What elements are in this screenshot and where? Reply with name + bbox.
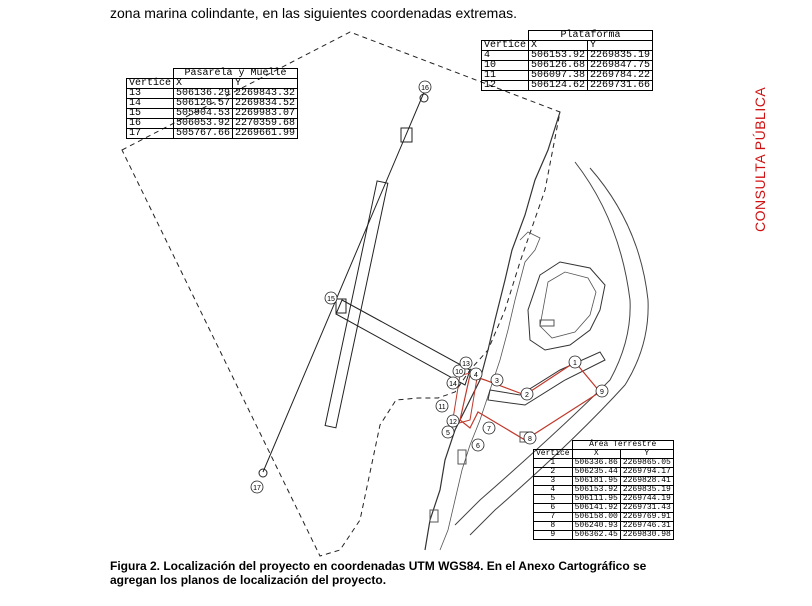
vertex-label: 15 [327, 296, 335, 303]
vertex-label: 9 [600, 389, 604, 396]
table-title: Pasarela y Muelle [174, 69, 298, 79]
port-basin [528, 262, 605, 350]
vertex-cell: 15 [127, 109, 174, 119]
port-basin-inner [540, 272, 596, 338]
pier-end-bottom [259, 469, 267, 477]
x-cell: 506158.00 [572, 513, 620, 522]
x-cell: 506240.93 [572, 522, 620, 531]
vertex-cell: 8 [534, 522, 573, 531]
vertex-label: 10 [455, 369, 463, 376]
vertex-cell: 4 [482, 51, 529, 61]
x-cell: 505904.53 [174, 109, 233, 119]
vertex-cell: 9 [534, 531, 573, 540]
figure-caption [110, 559, 710, 587]
vertex-cell: 12 [482, 81, 529, 91]
x-cell: 506362.45 [572, 531, 620, 540]
vertex-label: 12 [449, 419, 457, 426]
vertex-label: 11 [438, 404, 446, 411]
vertex-label: 3 [495, 378, 499, 385]
vertex-cell: 5 [534, 495, 573, 504]
table-title: Área Terrestre [572, 441, 673, 450]
intro-text: zona marina colindante, en las siguientes coordenadas extremas. [110, 5, 518, 21]
col-header: Y [620, 450, 673, 459]
x-cell: 506153.92 [572, 486, 620, 495]
vertex-label: 7 [487, 426, 491, 433]
y-cell: 2269731.43 [620, 504, 673, 513]
table-row [482, 51, 653, 61]
vertex-cell: 7 [534, 513, 573, 522]
y-cell: 2269847.75 [588, 61, 653, 71]
walkway [336, 300, 470, 385]
x-cell: 506181.95 [572, 477, 620, 486]
vertex-label: 5 [446, 430, 450, 437]
vertex-cell: 4 [534, 486, 573, 495]
y-cell: 2270359.68 [233, 119, 298, 129]
y-cell: 2269843.32 [233, 89, 298, 99]
vertex-cell: 17 [127, 129, 174, 139]
y-cell: 2269731.66 [588, 81, 653, 91]
y-cell: 2269794.17 [620, 468, 673, 477]
table-terrestre [533, 440, 674, 540]
vertex-labels [251, 81, 608, 493]
x-cell: 506136.29 [174, 89, 233, 99]
y-cell: 2269746.31 [620, 522, 673, 531]
x-cell: 506124.62 [529, 81, 588, 91]
x-cell: 506053.92 [174, 119, 233, 129]
table-row [127, 129, 298, 139]
col-header: X [174, 79, 233, 89]
y-cell: 2269835.19 [588, 51, 653, 61]
table-row [482, 81, 653, 91]
col-header: Y [588, 41, 653, 51]
col-header: Vertice [482, 41, 529, 51]
vertex-cell: 2 [534, 468, 573, 477]
col-header: Y [233, 79, 298, 89]
col-header: Vértice [534, 450, 573, 459]
caption-line: Figura 2. Localización del proyecto en coordenadas UTM WGS84. En el Anexo Cartográfico se [110, 559, 647, 573]
table-row [127, 119, 298, 129]
vertex-cell: 11 [482, 71, 529, 81]
x-cell: 506153.92 [529, 51, 588, 61]
building [540, 320, 554, 326]
vertex-cell: 6 [534, 504, 573, 513]
y-cell: 2269784.22 [588, 71, 653, 81]
vertex-label: 8 [528, 436, 532, 443]
col-header: Vertice [127, 79, 174, 89]
caption-line: agregan los planos de localización del proyecto. [110, 573, 387, 587]
vertex-cell: 1 [534, 459, 573, 468]
col-header: X [572, 450, 620, 459]
y-cell: 2269983.07 [233, 109, 298, 119]
vertex-label: 16 [421, 85, 429, 92]
vertex-label: 2 [525, 392, 529, 399]
vertex-label: 6 [476, 443, 480, 450]
table-plataforma [481, 30, 653, 91]
x-cell: 505767.66 [174, 129, 233, 139]
table-row [127, 89, 298, 99]
y-cell: 2269769.91 [620, 513, 673, 522]
vertex-cell: 13 [127, 89, 174, 99]
vertex-cell: 10 [482, 61, 529, 71]
y-cell: 2269865.05 [620, 459, 673, 468]
x-cell: 506235.44 [572, 468, 620, 477]
breakwater [488, 352, 605, 405]
x-cell: 506111.95 [572, 495, 620, 504]
table-row [482, 61, 653, 71]
vertex-cell: 3 [534, 477, 573, 486]
x-cell: 506120.57 [174, 99, 233, 109]
x-cell: 506126.68 [529, 61, 588, 71]
y-cell: 2269830.98 [620, 531, 673, 540]
table-row [482, 71, 653, 81]
vertex-label: 17 [253, 485, 261, 492]
vertex-cell: 14 [127, 99, 174, 109]
y-cell: 2269661.99 [233, 129, 298, 139]
table-row [127, 99, 298, 109]
y-cell: 2269828.41 [620, 477, 673, 486]
pier-head [401, 128, 412, 142]
vertex-cell: 16 [127, 119, 174, 129]
table-row [534, 531, 674, 540]
x-cell: 506097.38 [529, 71, 588, 81]
y-cell: 2269744.19 [620, 495, 673, 504]
vertex-label: 4 [474, 372, 478, 379]
vertex-label: 1 [573, 360, 577, 367]
col-header: X [529, 41, 588, 51]
x-cell: 506336.86 [572, 459, 620, 468]
table-row [127, 109, 298, 119]
watermark-consulta-publica: CONSULTA PÚBLICA [752, 86, 768, 232]
table-title: Plataforma [529, 31, 653, 41]
y-cell: 2269834.52 [233, 99, 298, 109]
pier-line [263, 90, 425, 472]
vertex-label: 14 [449, 381, 457, 388]
x-cell: 506141.92 [572, 504, 620, 513]
vertex-label: 13 [462, 361, 470, 368]
y-cell: 2269835.19 [620, 486, 673, 495]
table-pasarela [126, 68, 298, 139]
